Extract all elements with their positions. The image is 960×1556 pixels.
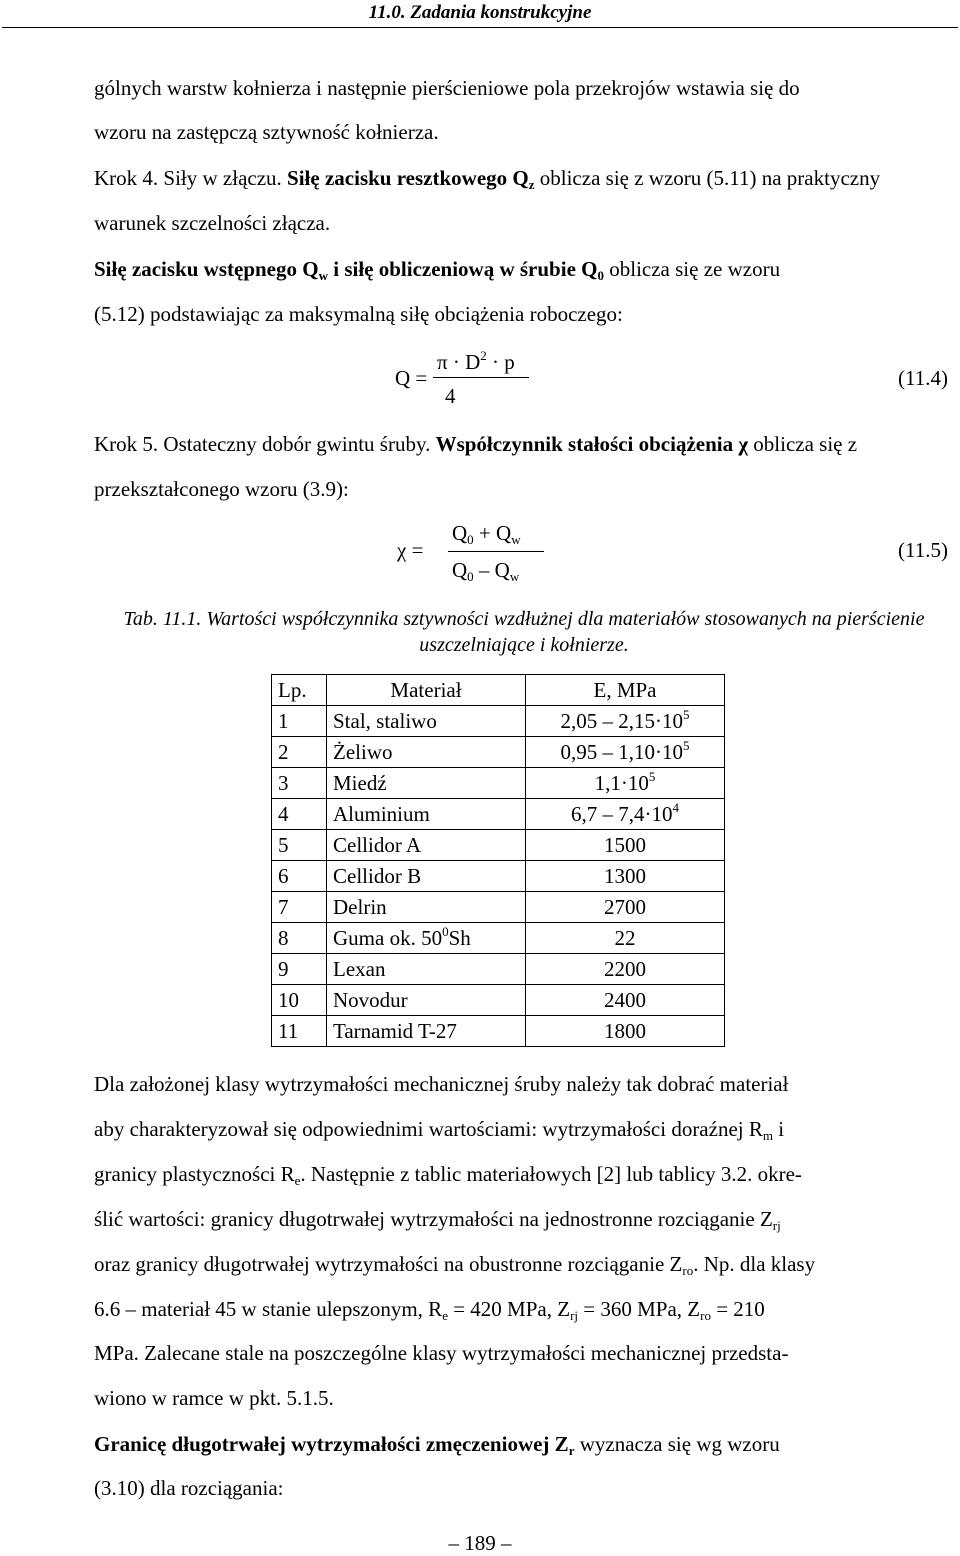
b5-tail: . Np. dla klasy (693, 1252, 816, 1276)
krok4-label: Krok 4. Siły w złączu. (94, 166, 288, 190)
eq1-fraction-line (433, 377, 529, 378)
body-line-10: (3.10) dla rozciągania: (94, 1476, 284, 1500)
cell-lp: 6 (272, 861, 327, 892)
cell-e-sup: 5 (683, 738, 690, 753)
eq2-num-b: Q (496, 521, 512, 545)
table-caption-line1: Tab. 11.1. Wartości współczynnika sztywności wzdłużnej dla materiałów stosowanych na pierścienie (123, 608, 925, 630)
table-row (272, 768, 725, 799)
cell-material-text: Cellidor A (333, 833, 422, 857)
cell-material (327, 954, 526, 985)
cell-e-value: 6,7 – 7,4·10 (571, 802, 673, 826)
cell-lp: 11 (272, 1016, 327, 1047)
cell-material (327, 830, 526, 861)
cell-material (327, 923, 526, 954)
materials-table (271, 674, 725, 1047)
cell-e-sup: 5 (648, 769, 656, 784)
cell-lp: 5 (272, 830, 327, 861)
running-header: 11.0. Zadania konstrukcyjne (368, 2, 592, 23)
table-header-row (272, 675, 725, 706)
l5-tail: oblicza się ze wzoru (603, 257, 781, 281)
cell-material (327, 892, 526, 923)
eq2-num-a: Q (452, 521, 468, 545)
table-caption-line2: uszczelniające i kołnierze. (419, 634, 629, 656)
b9-sub: r (568, 1443, 575, 1458)
body-line-1 (94, 1072, 956, 1096)
body-line-1-content: Dla założonej klasy wytrzymałości mechanicznej śruby należy tak dobrać materiał (94, 1072, 789, 1096)
cell-e-value: 2700 (604, 895, 646, 919)
b2-tail: i (773, 1117, 785, 1141)
col-header-e: E, MPa (526, 675, 725, 706)
b3-tail: . Następnie z tablic materiałowych [2] lub tablicy 3.2. okre- (300, 1162, 802, 1186)
cell-material-sup: 0 (442, 924, 449, 939)
cell-material-text: Cellidor B (333, 864, 422, 888)
b6-b: e (442, 1308, 448, 1323)
cell-material-text: Guma ok. 50 (333, 926, 443, 950)
text-line-7 (94, 432, 857, 456)
cell-e (526, 892, 725, 923)
text-line-1-content: gólnych warstw kołnierza i następnie pierścieniowe pola przekrojów wstawia się do (94, 76, 800, 100)
cell-e (526, 799, 725, 830)
table-row (272, 706, 725, 737)
qw-sub: w (318, 268, 328, 283)
cell-e (526, 985, 725, 1016)
cell-lp: 8 (272, 923, 327, 954)
body-line-5 (94, 1252, 815, 1276)
b4-text: ślić wartości: granicy długotrwałej wytrzymałości na jednostronne rozciąganie Z (94, 1207, 773, 1231)
cell-material-text: Żeliwo (333, 740, 393, 764)
body-line-3 (94, 1162, 802, 1186)
cell-material (327, 706, 526, 737)
eq2-numerator (452, 521, 521, 545)
eq2-number: (11.5) (898, 538, 948, 562)
col-header-material: Materiał (327, 675, 526, 706)
text-line-8: przekształconego wzoru (3.9): (94, 477, 349, 501)
table-row (272, 923, 725, 954)
cell-material-text: Delrin (333, 895, 387, 919)
table-row (272, 799, 725, 830)
eq2-fraction-line (448, 551, 544, 552)
cell-e-value: 22 (614, 926, 636, 950)
cell-material-text: Stal, staliwo (333, 709, 437, 733)
table-body (272, 706, 725, 1047)
b2-text: aby charakteryzował się odpowiednimi wartościami: wytrzymałości doraźnej R (94, 1117, 763, 1141)
eq1-num: π · D (437, 350, 481, 374)
b2-sub: m (762, 1128, 773, 1143)
cell-material-text: Aluminium (333, 802, 430, 826)
table-row (272, 861, 725, 892)
table-row (272, 954, 725, 985)
cell-material-text: Tarnamid T-27 (333, 1019, 457, 1043)
body-line-2 (94, 1117, 956, 1141)
b6-f: ro (700, 1308, 711, 1323)
cell-e (526, 737, 725, 768)
b3-sub: e (294, 1173, 301, 1188)
eq2-num-op: + (473, 521, 497, 545)
body-line-4 (94, 1207, 781, 1231)
cell-lp: 10 (272, 985, 327, 1016)
cell-e-value: 2,05 – 2,15·10 (560, 709, 683, 733)
b9-tail: wyznacza się wg wzoru (574, 1432, 780, 1456)
eq2-den-b-sub: w (509, 569, 520, 584)
b9-bold: Granicę długotrwałej wytrzymałości zmęczeniowej Z (94, 1432, 569, 1456)
table-row (272, 1016, 725, 1047)
cell-material (327, 985, 526, 1016)
krok5-bold: Współczynnik stałości obciążenia χ (435, 432, 749, 456)
q0-sub: 0 (597, 268, 604, 283)
eq2-den-a-sub: 0 (467, 569, 474, 584)
text-line-2: wzoru na zastępczą sztywność kołnierza. (94, 120, 439, 144)
cell-lp: 1 (272, 706, 327, 737)
text-line-1 (94, 76, 956, 100)
table-row (272, 985, 725, 1016)
cell-e (526, 923, 725, 954)
b4-sub: rj (772, 1218, 781, 1233)
cell-e (526, 1016, 725, 1047)
cell-e (526, 861, 725, 892)
b3-text: granicy plastyczności R (94, 1162, 295, 1186)
cell-lp: 2 (272, 737, 327, 768)
cell-lp: 3 (272, 768, 327, 799)
b6-c: = 420 MPa, Z (447, 1297, 571, 1321)
b6-e: = 360 MPa, Z (578, 1297, 701, 1321)
page-number: – 189 – (448, 1531, 512, 1555)
cell-material (327, 799, 526, 830)
krok5-label: Krok 5. Ostateczny dobór gwintu śruby. (94, 432, 436, 456)
table-row (272, 830, 725, 861)
eq2-den-a: Q (452, 558, 468, 582)
body-line-9 (94, 1432, 780, 1456)
cell-lp: 7 (272, 892, 327, 923)
cell-material-tail: Sh (448, 926, 471, 950)
krok4-sub: z (528, 177, 535, 192)
cell-e (526, 768, 725, 799)
text-line-3 (94, 166, 880, 190)
eq2-lhs: χ = (397, 538, 424, 562)
body-line-8: wiono w ramce w pkt. 5.1.5. (94, 1386, 334, 1410)
cell-e-value: 0,95 – 1,10·10 (560, 740, 683, 764)
b5-text: oraz granicy długotrwałej wytrzymałości na obustronne rozciąganie Z (94, 1252, 683, 1276)
cell-e-value: 1800 (604, 1019, 646, 1043)
cell-e (526, 954, 725, 985)
cell-material-text: Lexan (333, 957, 386, 981)
eq2-denominator (452, 558, 519, 582)
qw-bold: Siłę zacisku wstępnego Q (94, 257, 319, 281)
krok4-bold: Siłę zacisku resztkowego Q (287, 166, 529, 190)
cell-e-value: 1,1·10 (594, 771, 649, 795)
krok4-tail: oblicza się z wzoru (5.11) na praktyczny (534, 166, 881, 190)
eq1-num-tail: · p (486, 350, 515, 374)
cell-e-value: 2200 (604, 957, 646, 981)
body-line-7: MPa. Zalecane stale na poszczególne klasy wytrzymałości mechanicznej przedsta- (94, 1341, 789, 1365)
cell-material (327, 737, 526, 768)
eq1-lhs: Q = (395, 366, 428, 390)
body-line-6 (94, 1297, 765, 1321)
cell-e (526, 706, 725, 737)
cell-material-text: Miedź (333, 771, 387, 795)
krok5-tail: oblicza się z (748, 432, 858, 456)
eq2-num-b-sub: w (511, 532, 521, 547)
eq2-den-b: Q (494, 558, 510, 582)
cell-e (526, 830, 725, 861)
cell-lp: 4 (272, 799, 327, 830)
cell-e-value: 2400 (604, 988, 646, 1012)
eq1-denominator: 4 (445, 384, 456, 408)
cell-e-sup: 4 (672, 800, 679, 815)
cell-material (327, 861, 526, 892)
text-line-6: (5.12) podstawiając za maksymalną siłę obciążenia roboczego: (94, 302, 623, 326)
b6-a: 6.6 – materiał 45 w stanie ulepszonym, R (94, 1297, 443, 1321)
eq1-num-sup: 2 (480, 348, 487, 363)
text-line-5 (94, 257, 780, 281)
cell-lp: 9 (272, 954, 327, 985)
cell-e-sup: 5 (683, 707, 690, 722)
table-caption (94, 606, 954, 658)
eq2-num-a-sub: 0 (467, 532, 474, 547)
table-row (272, 892, 725, 923)
cell-material-text: Novodur (333, 988, 408, 1012)
table-row (272, 737, 725, 768)
b5-sub: ro (682, 1263, 694, 1278)
col-header-lp: Lp. (272, 675, 327, 706)
cell-material (327, 768, 526, 799)
cell-material (327, 1016, 526, 1047)
header-rule (2, 27, 958, 28)
cell-e-value: 1300 (604, 864, 646, 888)
eq1-numerator (437, 350, 515, 374)
eq1-number: (11.4) (898, 366, 948, 390)
b6-g: = 210 (710, 1297, 765, 1321)
eq2-den-op: – (473, 558, 495, 582)
b6-d: rj (570, 1308, 579, 1323)
q0-bold: i siłę obliczeniową w śrubie Q (327, 257, 598, 281)
text-line-4: warunek szczelności złącza. (94, 211, 331, 235)
cell-e-value: 1500 (604, 833, 646, 857)
